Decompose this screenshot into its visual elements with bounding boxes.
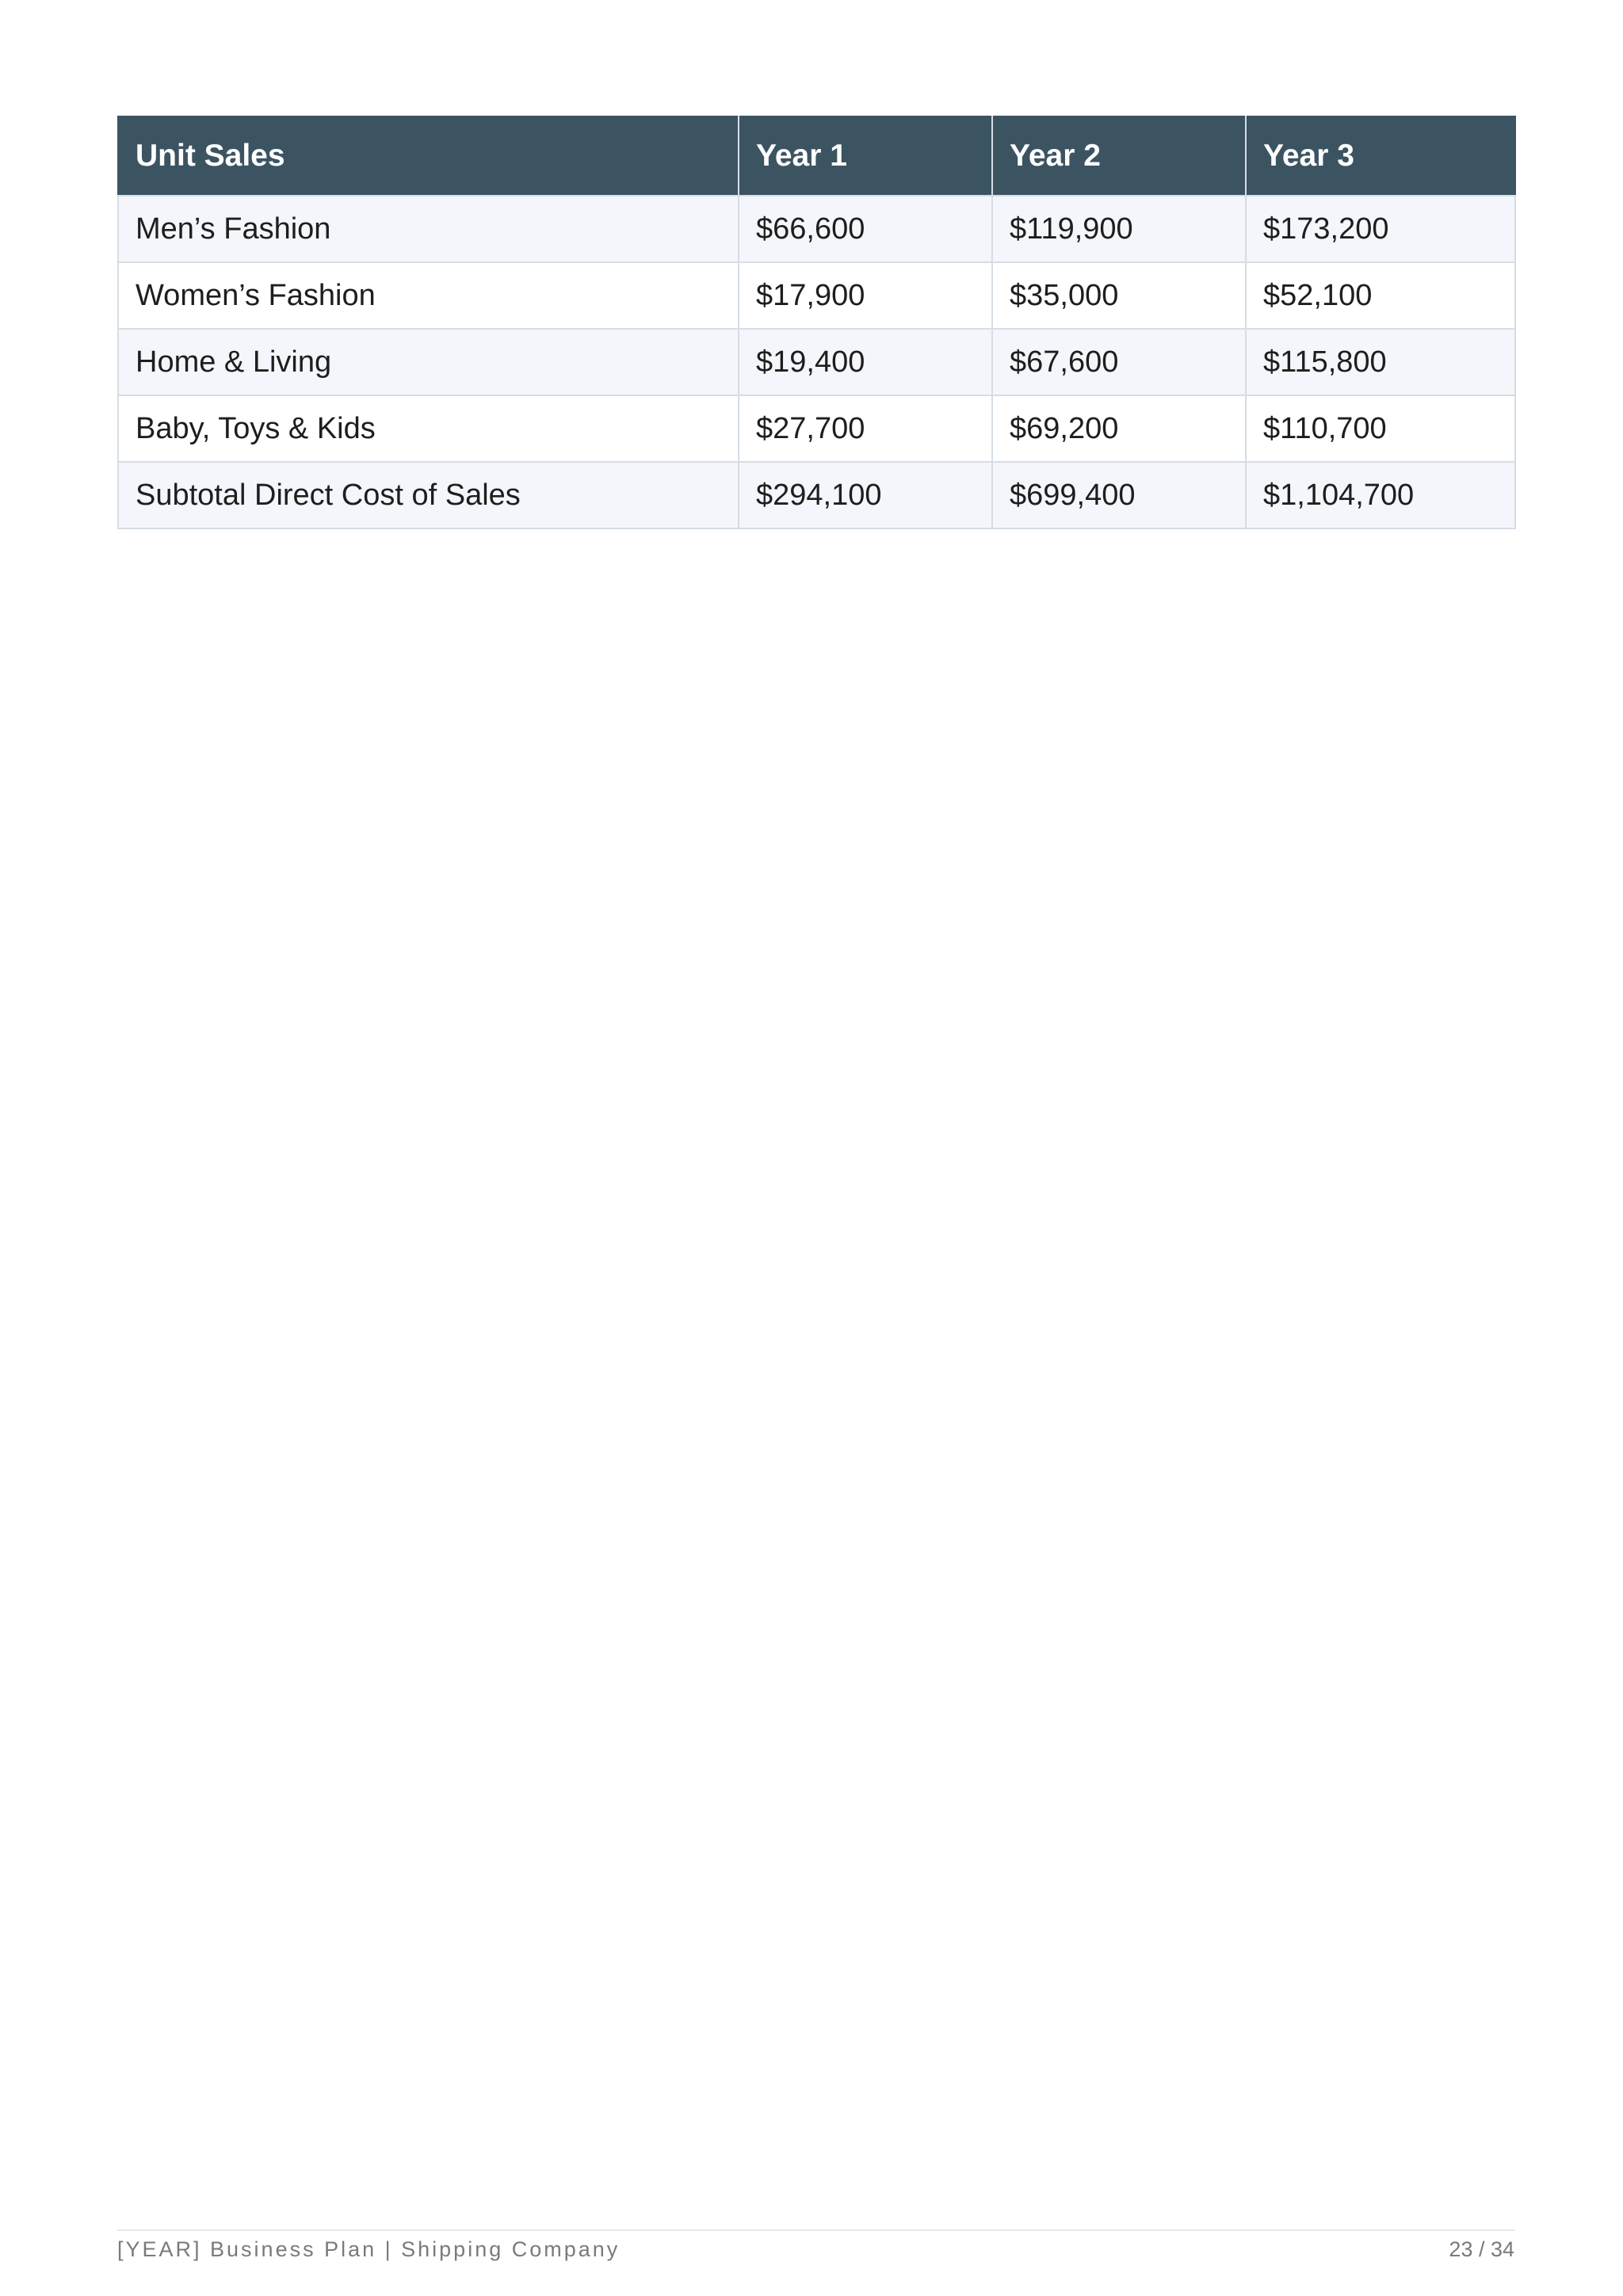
row-label: Home & Living (118, 329, 739, 395)
table-row-subtotal (118, 462, 1515, 528)
year-1-value: $27,700 (739, 395, 992, 462)
row-label: Women’s Fashion (118, 262, 739, 329)
header-year-1: Year 1 (739, 116, 992, 196)
footer-page-number: 23 / 34 (1449, 2237, 1514, 2261)
year-2-value: $67,600 (992, 329, 1246, 395)
table-row (118, 196, 1515, 262)
year-2-value: $69,200 (992, 395, 1246, 462)
year-3-value: $52,100 (1246, 262, 1515, 329)
row-label: Subtotal Direct Cost of Sales (118, 462, 739, 528)
footer-divider (117, 2229, 1514, 2231)
row-label: Baby, Toys & Kids (118, 395, 739, 462)
table-header-row (118, 116, 1515, 196)
year-2-value: $699,400 (992, 462, 1246, 528)
year-3-value: $1,104,700 (1246, 462, 1515, 528)
year-1-value: $19,400 (739, 329, 992, 395)
year-2-value: $35,000 (992, 262, 1246, 329)
unit-sales-table (117, 116, 1516, 529)
header-unit-sales: Unit Sales (118, 116, 739, 196)
year-2-value: $119,900 (992, 196, 1246, 262)
year-1-value: $66,600 (739, 196, 992, 262)
year-3-value: $110,700 (1246, 395, 1515, 462)
year-1-value: $17,900 (739, 262, 992, 329)
footer-document-title: [YEAR] Business Plan | Shipping Company (117, 2237, 621, 2261)
header-year-3: Year 3 (1246, 116, 1515, 196)
table-row (118, 329, 1515, 395)
year-3-value: $173,200 (1246, 196, 1515, 262)
row-label: Men’s Fashion (118, 196, 739, 262)
header-year-2: Year 2 (992, 116, 1246, 196)
table-row (118, 395, 1515, 462)
year-3-value: $115,800 (1246, 329, 1515, 395)
year-1-value: $294,100 (739, 462, 992, 528)
table-row (118, 262, 1515, 329)
